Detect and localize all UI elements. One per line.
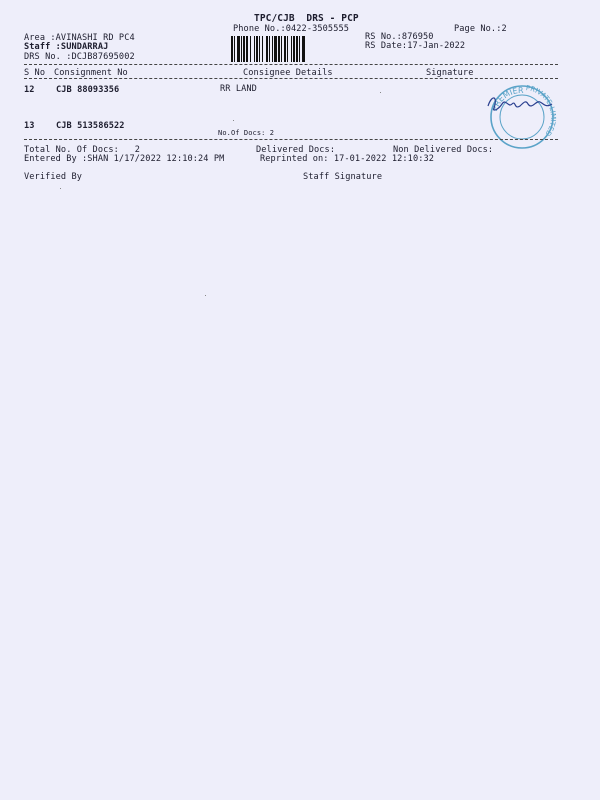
stamp-text-top: PREMIER bbox=[490, 85, 524, 113]
row-consignee: RR LAND bbox=[220, 84, 257, 94]
row-consignment: CJB 88093356 bbox=[56, 85, 120, 95]
column-header-consignee: Consignee Details bbox=[243, 68, 333, 78]
barcode-bar bbox=[256, 36, 258, 62]
column-header-signature: Signature bbox=[426, 68, 474, 78]
barcode-bar bbox=[272, 36, 273, 62]
barcode-bar bbox=[287, 36, 288, 62]
document-title: TPC/CJB DRS - PCP bbox=[254, 13, 359, 24]
barcode-bar bbox=[254, 36, 255, 62]
barcode-bar bbox=[246, 36, 248, 62]
scan-speck bbox=[205, 295, 206, 296]
row-sno: 12 bbox=[24, 85, 35, 95]
reprinted-on: Reprinted on: 17-01-2022 12:10:32 bbox=[260, 154, 435, 164]
staff-label: Staff :SUNDARRAJ bbox=[24, 42, 109, 52]
barcode-bar bbox=[250, 36, 251, 62]
barcode-bar bbox=[243, 36, 245, 62]
barcode-bar bbox=[274, 36, 277, 62]
barcode-bar bbox=[269, 36, 270, 62]
drs-number: DRS No. :DCJB87695002 bbox=[24, 52, 135, 62]
barcode-bar bbox=[262, 36, 263, 62]
barcode-bar bbox=[278, 36, 280, 62]
barcode-bar bbox=[234, 36, 235, 62]
barcode-bar bbox=[237, 36, 240, 62]
scan-speck bbox=[233, 120, 234, 121]
rs-date: RS Date:17-Jan-2022 bbox=[365, 41, 466, 51]
page-number: Page No.:2 bbox=[454, 24, 507, 34]
row-docs-count: No.Of Docs: 2 bbox=[218, 129, 275, 137]
phone-number: Phone No.:0422-3505555 bbox=[233, 24, 350, 34]
barcode-bar bbox=[281, 36, 282, 62]
row-sno: 13 bbox=[24, 121, 35, 131]
scan-speck bbox=[60, 188, 61, 189]
barcode-bar bbox=[266, 36, 268, 62]
barcode-bar bbox=[296, 36, 298, 62]
barcode-bar bbox=[291, 36, 292, 62]
barcode-bar bbox=[302, 36, 305, 62]
non-delivered-docs: Non Delivered Docs: bbox=[393, 145, 494, 155]
row-consignment: CJB 513586522 bbox=[56, 121, 125, 131]
area-label: Area :AVINASHI RD PC4 bbox=[24, 33, 135, 43]
verified-by-label: Verified By bbox=[24, 172, 83, 182]
divider-bottom bbox=[24, 139, 558, 140]
barcode-bar bbox=[293, 36, 295, 62]
column-header-sno: S No bbox=[24, 68, 46, 78]
delivered-docs: Delivered Docs: bbox=[256, 145, 336, 155]
barcode bbox=[231, 36, 336, 62]
divider-header bbox=[24, 78, 558, 79]
staff-signature-label: Staff Signature bbox=[303, 172, 383, 182]
stamp-text-right: PRIVATE LIMITED bbox=[525, 84, 558, 138]
rs-number: RS No.:876950 bbox=[365, 32, 434, 42]
divider-top bbox=[24, 64, 558, 65]
column-header-consignment: Consignment No bbox=[54, 68, 128, 78]
barcode-bar bbox=[299, 36, 300, 62]
barcode-bar bbox=[231, 36, 233, 62]
total-docs: Total No. Of Docs: 2 bbox=[24, 145, 141, 155]
barcode-bar bbox=[241, 36, 242, 62]
barcode-bar bbox=[284, 36, 286, 62]
barcode-bar bbox=[259, 36, 260, 62]
scan-speck bbox=[380, 92, 381, 93]
entered-by: Entered By :SHAN 1/17/2022 12:10:24 PM bbox=[24, 154, 225, 164]
